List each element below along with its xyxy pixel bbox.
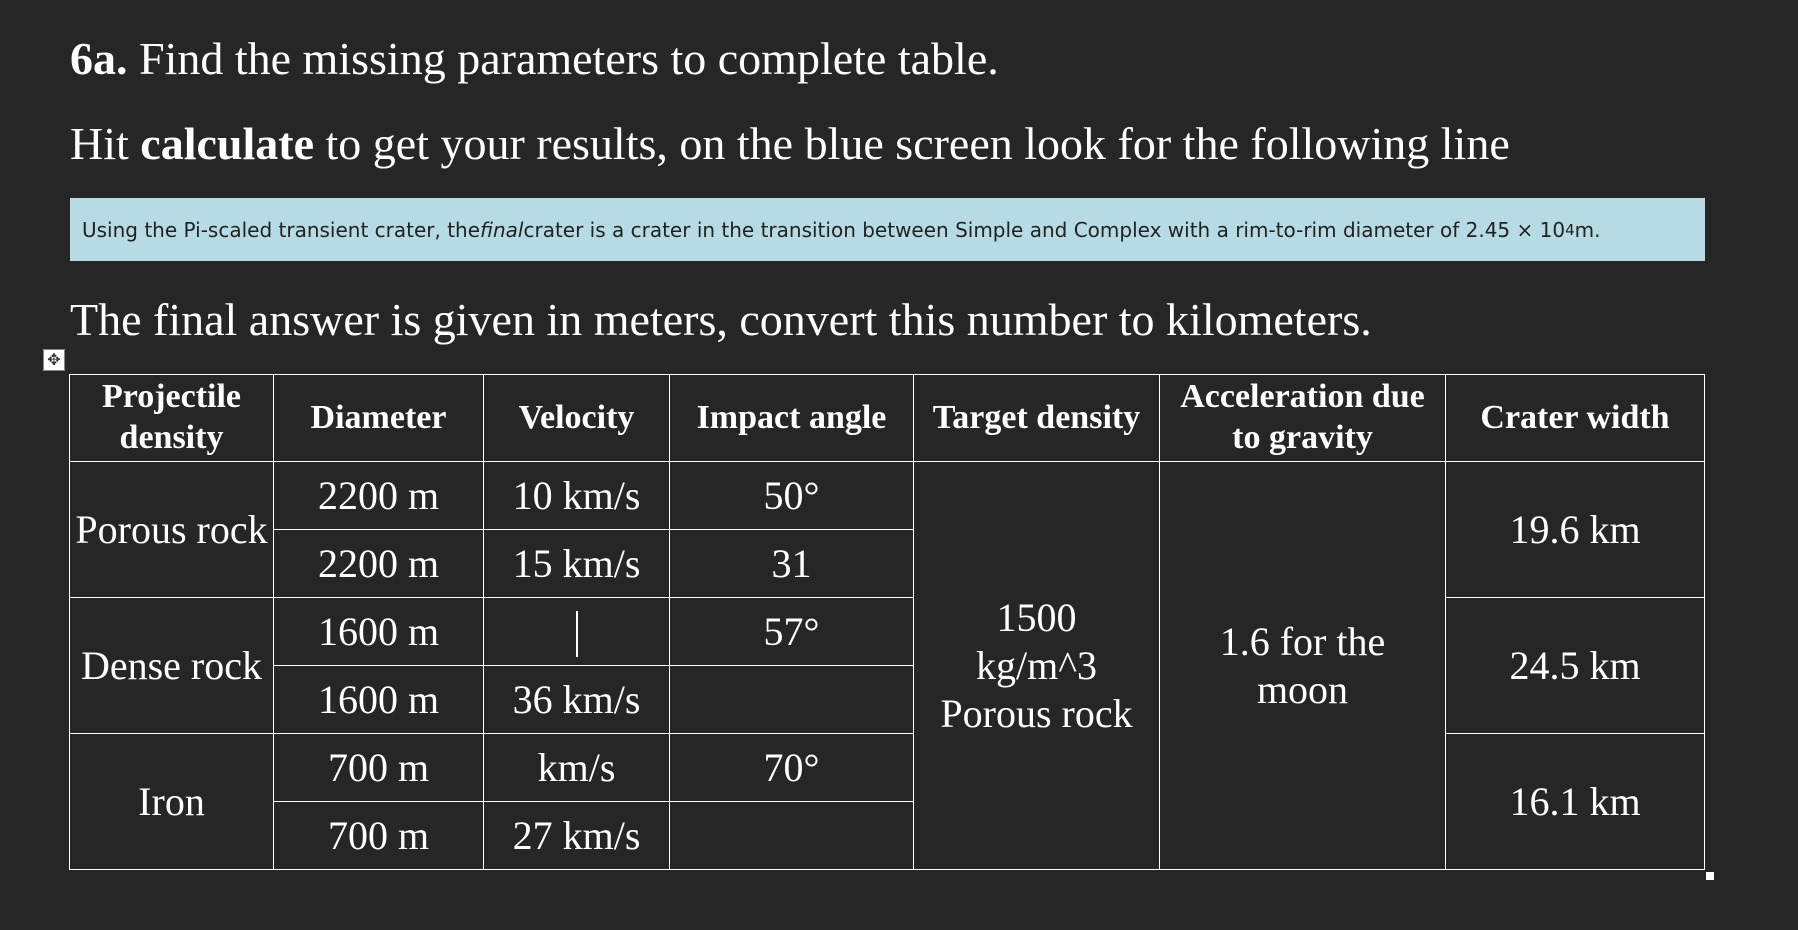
cell-impact-angle[interactable]: 70° xyxy=(670,734,914,802)
header-projectile-density: Projectile density xyxy=(70,375,274,462)
cell-impact-angle[interactable]: 31 xyxy=(670,530,914,598)
result-banner xyxy=(70,198,1705,261)
cell-velocity[interactable]: km/s xyxy=(484,734,670,802)
target-density-material: Porous rock xyxy=(940,690,1133,736)
cell-diameter[interactable]: 1600 m xyxy=(274,666,484,734)
table-row xyxy=(70,598,1705,666)
banner-text-before: Using the Pi-scaled transient crater, the xyxy=(82,217,481,242)
banner-unit: m. xyxy=(1574,217,1601,242)
group-iron: Iron xyxy=(70,734,274,870)
calculate-keyword: calculate xyxy=(140,118,314,169)
group-dense-rock: Dense rock xyxy=(70,598,274,734)
question-heading xyxy=(70,31,999,86)
cell-crater-width-iron[interactable]: 16.1 km xyxy=(1446,734,1705,870)
cell-diameter[interactable]: 2200 m xyxy=(274,462,484,530)
table-row xyxy=(70,734,1705,802)
gravity-value: 1.6 for the xyxy=(1219,618,1386,664)
instruction-before: Hit xyxy=(70,118,141,169)
cell-diameter[interactable]: 1600 m xyxy=(274,598,484,666)
cell-velocity[interactable]: 27 km/s xyxy=(484,802,670,870)
cell-velocity-active[interactable] xyxy=(484,598,670,666)
instruction-after: to get your results, on the blue screen look for the following line xyxy=(314,118,1510,169)
target-density-value: 1500 xyxy=(996,594,1077,640)
question-number: 6a. xyxy=(70,33,128,84)
cell-velocity[interactable]: 10 km/s xyxy=(484,462,670,530)
cell-diameter[interactable]: 700 m xyxy=(274,802,484,870)
cell-velocity[interactable]: 15 km/s xyxy=(484,530,670,598)
banner-italic-final: final xyxy=(480,217,524,242)
cell-impact-angle[interactable]: 57° xyxy=(670,598,914,666)
cell-target-density xyxy=(914,462,1160,870)
header-target-density: Target density xyxy=(914,375,1160,462)
move-handle-icon[interactable]: ✥ xyxy=(43,349,65,371)
banner-exponent: 4 xyxy=(1565,220,1575,239)
table-row xyxy=(70,462,1705,530)
header-impact-angle: Impact angle xyxy=(670,375,914,462)
cell-velocity[interactable]: 36 km/s xyxy=(484,666,670,734)
cell-acceleration xyxy=(1160,462,1446,870)
cell-impact-angle[interactable] xyxy=(670,666,914,734)
header-crater-width: Crater width xyxy=(1446,375,1705,462)
cell-crater-width-dense[interactable]: 24.5 km xyxy=(1446,598,1705,734)
group-porous-rock: Porous rock xyxy=(70,462,274,598)
text-cursor xyxy=(576,611,578,657)
crater-parameters-table xyxy=(69,374,1705,870)
target-density-unit: kg/m^3 xyxy=(976,642,1097,688)
header-diameter: Diameter xyxy=(274,375,484,462)
cell-impact-angle[interactable]: 50° xyxy=(670,462,914,530)
header-acceleration: Acceleration due to gravity xyxy=(1160,375,1446,462)
question-text: Find the missing parameters to complete table. xyxy=(127,33,999,84)
banner-text-after: crater is a crater in the transition between Simple and Complex with a rim-to-rim diameter of 2.45 × 10 xyxy=(523,217,1566,242)
cell-crater-width-porous[interactable]: 19.6 km xyxy=(1446,462,1705,598)
table-resize-handle[interactable] xyxy=(1706,872,1714,880)
cell-impact-angle[interactable] xyxy=(670,802,914,870)
cell-diameter[interactable]: 2200 m xyxy=(274,530,484,598)
gravity-body: moon xyxy=(1256,666,1349,712)
instruction-text xyxy=(70,116,1510,171)
cell-diameter[interactable]: 700 m xyxy=(274,734,484,802)
header-velocity: Velocity xyxy=(484,375,670,462)
table-header-row xyxy=(70,375,1705,462)
conversion-note: The final answer is given in meters, convert this number to kilometers. xyxy=(70,294,1372,345)
